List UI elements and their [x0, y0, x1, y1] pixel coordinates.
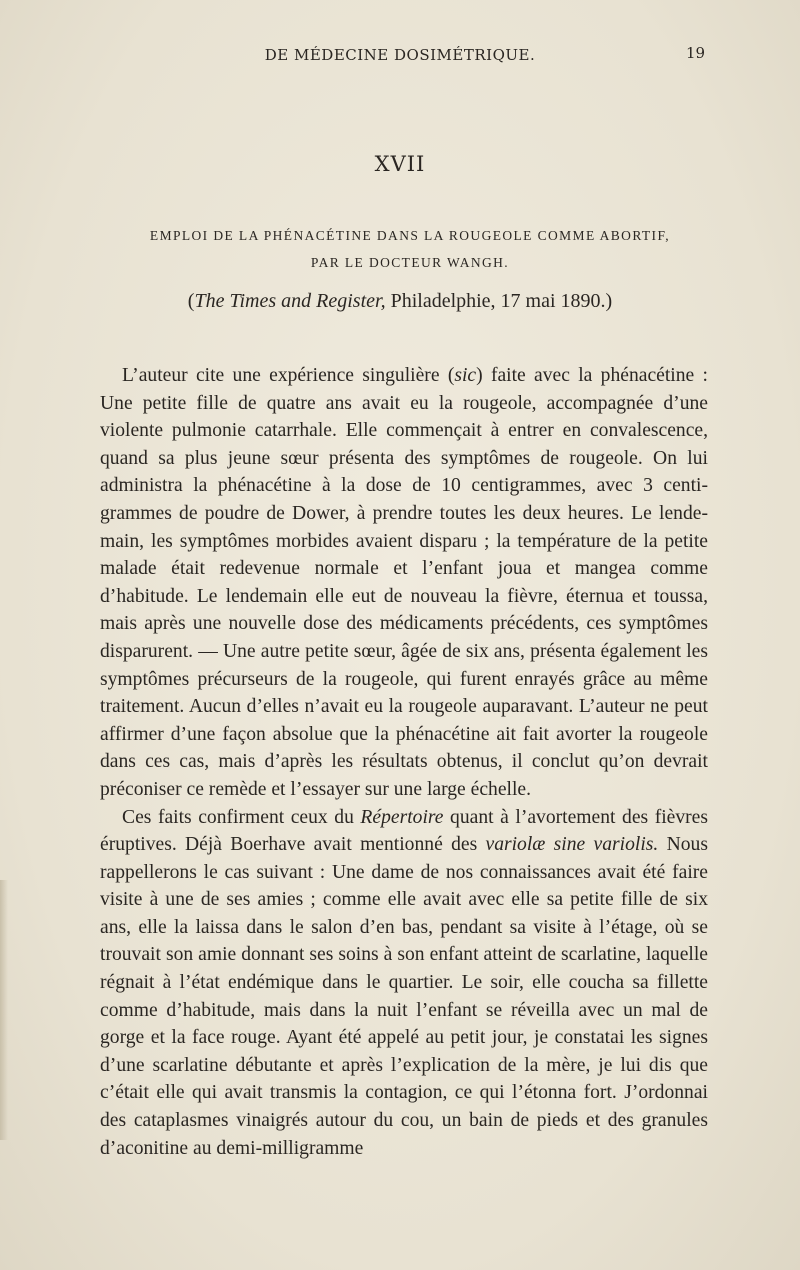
body-text	[100, 362, 708, 1162]
source-details: Philadelphie, 17 mai 1890.)	[385, 290, 613, 312]
paragraph-1	[100, 362, 708, 804]
paragraph-2	[100, 804, 708, 1163]
article-title-line-1: EMPLOI DE LA PHÉNACÉTINE DANS LA ROUGEOLE COMME ABORTIF,	[149, 228, 671, 243]
repertoire-italic: Répertoire	[360, 806, 444, 828]
paragraph-1-text-b: ) faite avec la phénacétine : Une petite fille de quatre ans avait eu la rougeole, accompagnée d’une violente pulmonie catarrhale. Elle commençait à entrer en convalescence, quand sa plus jeune sœur présenta des symptômes de rougeole. On lui administra la phénacétine à la dose de 10 centigrammes, avec 3 centi-grammes de poudre de Dower, à prendre toutes les deux heures. Le lende-main, les symptômes morbides avaient disparu ; la température de la petite malade était redevenue normale et l’enfant joua et mangea comme d’habitude. Le lendemain elle eut de nouveau la fièvre, éternua et toussa, mais après une nouvelle dose des médicaments précédents, ces symptômes disparurent. — Une autre petite sœur, âgée de six ans, présenta également les symptômes précurseurs de la rougeole, qui furent enrayés grâce au même traitement. Aucun d’elles n’avait eu la rougeole auparavant. L’auteur ne peut affirmer d’une façon absolue que la phénacétine ait fait avorter la rougeole dans ces cas, mais d’après les résultats obtenus, il conclut qu’on devrait préconiser ce remède et l’essayer sur une large échelle.	[100, 365, 708, 800]
section-number: XVII	[374, 152, 426, 176]
running-head: DE MÉDECINE DOSIMÉTRIQUE.	[264, 46, 536, 64]
article-title-line-2: PAR LE DOCTEUR WANGH.	[310, 255, 510, 270]
sic-italic: sic	[454, 365, 477, 386]
source-citation	[0, 290, 800, 313]
source-journal: The Times and Register,	[194, 290, 386, 312]
variolae-italic: variolæ sine variolis.	[485, 834, 659, 856]
paragraph-2-text-c: Nous rappellerons le cas suivant : Une dame de nos connaissances avait été faire visite à une de ses amies ; comme elle avait avec elle sa petite fille de six ans, elle la laissa dans le salon d’en bas, pendant sa visite à l’étage, où se trouvait son amie donnant ses soins à son enfant atteint de scarlatine, laquelle régnait à l’état endémique dans le quartier. Le soir, elle coucha sa fillette comme d’habitude, mais dans la nuit l’enfant se réveilla avec un mal de gorge et la face rouge. Ayant été appelé au petit jour, je constatai les signes d’une scarlatine débutante et après l’explication de la mère, je lui dis que c’était elle qui avait transmis la contagion, ce qui l’étonna fort. J’ordonnai des cataplasmes vinaigrés autour du cou, un bain de pieds et des granules d’aconitine au demi-milligramme	[100, 834, 708, 1159]
paragraph-2-text-a: Ces faits confirment ceux du	[122, 806, 361, 828]
article-title	[110, 222, 710, 276]
page-edge-shadow	[0, 880, 8, 1140]
page-number: 19	[686, 44, 706, 62]
source-open-paren: (	[187, 290, 195, 312]
paragraph-2-text-b: quant à l’avortement des fièvres éruptives. Déjà Boerhave avait mentionné des	[100, 806, 708, 856]
paragraph-1-text-a: L’auteur cite une expérience singulière (	[122, 365, 455, 386]
